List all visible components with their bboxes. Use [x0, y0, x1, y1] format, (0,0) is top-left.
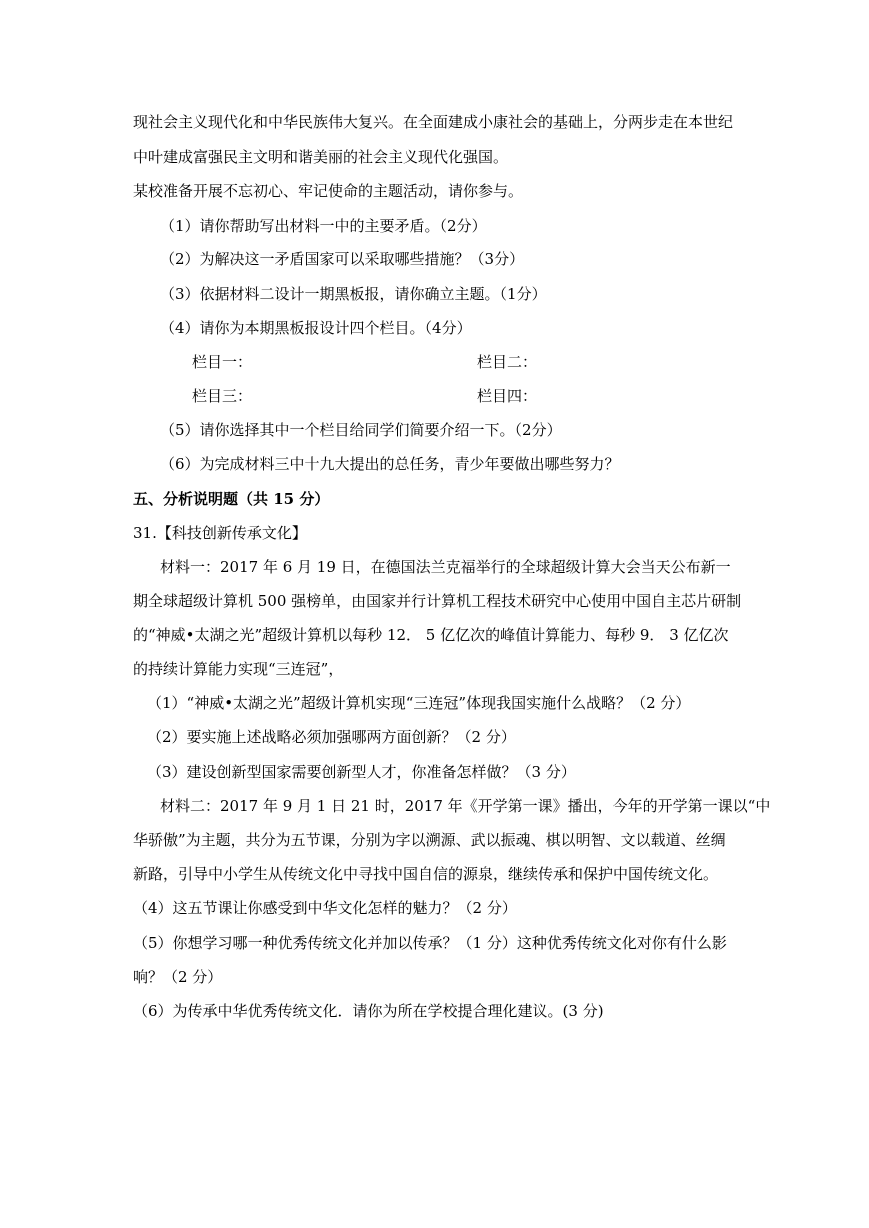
column-label-2: 栏目二：	[477, 353, 538, 371]
question-31-title: 31.【科技创新传承文化】	[133, 524, 307, 542]
question-31-3: （3）建设创新型国家需要创新型人才，你准备怎样做？（3 分）	[147, 763, 576, 781]
column-label-1: 栏目一：	[192, 353, 253, 371]
question-30-4: （4）请你为本期黑板报设计四个栏目。（4分）	[160, 319, 472, 337]
material-2-text: 华骄傲”为主题，共分为五节课，分别为字以溯源、武以振魂、棋以明智、文以载道、丝绸	[133, 831, 726, 849]
question-31-1: （1）“神威•太湖之光”超级计算机实现“三连冠”体现我国实施什么战略？（2 分）	[147, 694, 691, 712]
column-label-4: 栏目四：	[477, 387, 538, 405]
question-30-3: （3）依据材料二设计一期黑板报，请你确立主题。（1分）	[160, 285, 547, 303]
question-31-2: （2）要实施上述战略必须加强哪两方面创新？（2 分）	[147, 728, 516, 746]
question-31-5-cont: 响？（2 分）	[133, 968, 223, 986]
question-31-5: （5）你想学习哪一种优秀传统文化并加以传承？（1 分）这种优秀传统文化对你有什么影	[133, 934, 727, 952]
intro-text-line: 中叶建成富强民主文明和谐美丽的社会主义现代化强国。	[133, 148, 509, 166]
question-31-4: （4）这五节课让你感受到中华文化怎样的魅力？（2 分）	[133, 899, 517, 917]
question-31-6: （6）为传承中华优秀传统文化．请你为所在学校提合理化建议。(3 分)	[133, 1002, 604, 1020]
material-2-text: 新路，引导中小学生从传统文化中寻找中国自信的源泉，继续传承和保护中国传统文化。	[133, 865, 719, 883]
intro-text-line: 现社会主义现代化和中华民族伟大复兴。在全面建成小康社会的基础上，分两步走在本世纪	[133, 113, 734, 131]
column-label-3: 栏目三：	[192, 387, 253, 405]
question-30-2: （2）为解决这一矛盾国家可以采取哪些措施？（3分）	[160, 250, 525, 268]
material-1-text: 的“神威•太湖之光”超级计算机以每秒 12． 5 亿亿次的峰值计算能力、每秒 9． 3 亿亿次	[133, 626, 729, 644]
material-1-text: 的持续计算能力实现“三连冠”，	[133, 660, 344, 678]
section-heading: 五、分析说明题（共 15 分）	[133, 490, 330, 508]
question-30-1: （1）请你帮助写出材料一中的主要矛盾。（2分）	[160, 217, 487, 235]
material-2-text: 材料二：2017 年 9 月 1 日 21 时，2017 年《开学第一课》播出，今年的开学第一课以“中	[160, 797, 771, 815]
intro-text-line: 某校准备开展不忘初心、牢记使命的主题活动，请你参与。	[133, 182, 524, 200]
material-1-text: 期全球超级计算机 500 强榜单，由国家并行计算机工程技术研究中心使用中国自主芯片研制	[133, 592, 742, 610]
question-30-5: （5）请你选择其中一个栏目给同学们简要介绍一下。（2分）	[160, 421, 562, 439]
question-30-6: （6）为完成材料三中十九大提出的总任务，青少年要做出哪些努力？	[160, 455, 620, 473]
material-1-text: 材料一：2017 年 6 月 19 日，在德国法兰克福举行的全球超级计算大会当天公布新一	[160, 558, 731, 576]
